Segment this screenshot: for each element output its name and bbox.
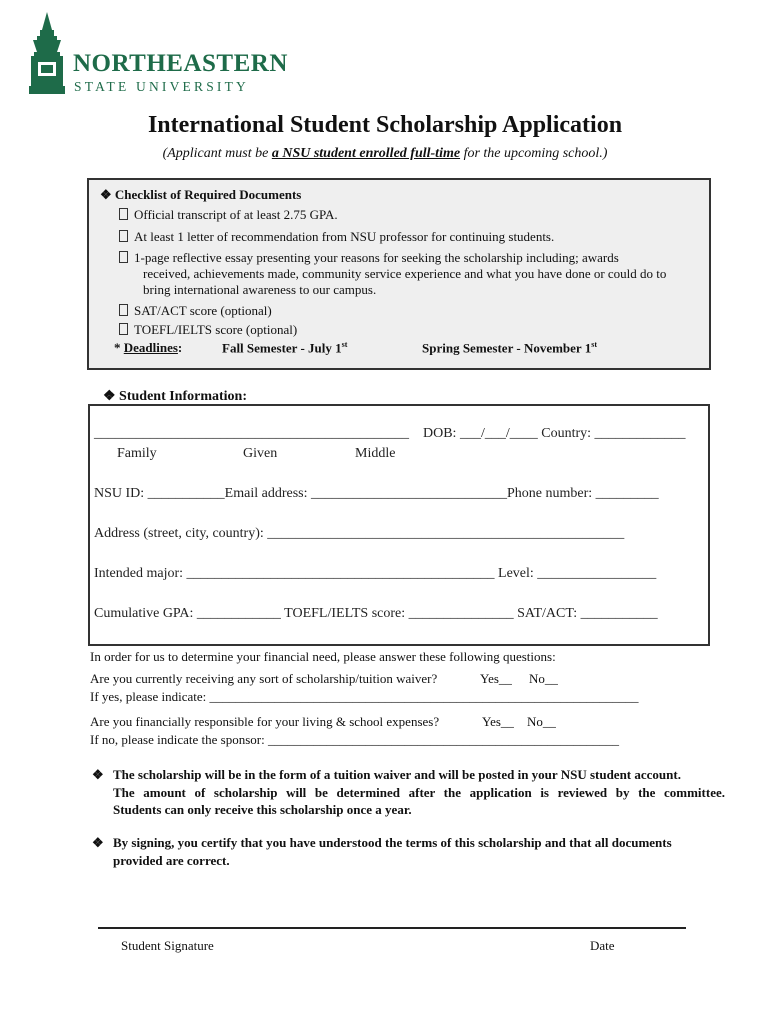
checkbox-icon[interactable] [119,208,128,220]
deadlines-label: * Deadlines: [114,340,183,355]
scholarship-note: The scholarship will be in the form of a tuition waiver and will be posted in your NSU student account. The amount of scholarship will be determined after the application is reviewed by the committee. Students can only receive this scholarship once a year. [113,767,725,817]
certify-note: By signing, you certify that you have understood the terms of this scholarship and that all documents provided are correct. [113,835,672,868]
diamond-bullet-icon: ❖ [92,835,104,850]
question-responsible: Are you financially responsible for your living & school expenses? [90,714,440,729]
checklist-item: Official transcript of at least 2.75 GPA. [119,207,338,223]
checklist-item: At least 1 letter of recommendation from NSU professor for continuing students. [119,229,554,245]
spring-deadline: Spring Semester - November 1st [422,340,597,356]
checklist-item: TOEFL/IELTS score (optional) [119,322,297,338]
date-label: Date [590,938,615,953]
checklist-item-continued: bring international awareness to our campus. [143,282,377,297]
nsu-logo-icon [29,12,65,94]
dob-country-field[interactable]: DOB: ___/___/____ Country: _____________ [423,426,686,441]
checkbox-icon[interactable] [119,304,128,316]
signature-line[interactable] [98,927,686,929]
name-field[interactable]: _____________________________________________ [94,426,409,441]
checklist-item: 1-page reflective essay presenting your reasons for seeking the scholarship including; awards [119,250,619,266]
major-level-field[interactable]: Intended major: ____________________________________________ Level: _________________ [94,566,657,581]
checklist-title: ❖ Checklist of Required Documents [100,187,302,202]
scores-field[interactable]: Cumulative GPA: ____________ TOEFL/IELTS score: _______________ SAT/ACT: ___________ [94,606,658,621]
waiver-yes[interactable]: Yes__ [480,671,512,686]
waiver-indicate-field[interactable]: If yes, please indicate: __________________________________________________________________ [90,689,639,704]
sponsor-field[interactable]: If no, please indicate the sponsor: ______________________________________________________ [90,732,619,747]
student-signature-label: Student Signature [121,938,214,953]
question-waiver: Are you currently receiving any sort of scholarship/tuition waiver? [90,671,438,686]
diamond-bullet-icon: ❖ [92,767,104,782]
student-info-title: ❖ Student Information: [103,389,248,404]
fall-deadline: Fall Semester - July 1st [222,340,348,356]
given-label: Given [243,446,278,461]
checkbox-icon[interactable] [119,230,128,242]
logo-wordmark: NORTHEASTERN [73,50,288,77]
waiver-no[interactable]: No__ [529,671,558,686]
id-email-phone-field[interactable]: NSU ID: ___________Email address: ____________________________Phone number: _________ [94,486,659,501]
logo-subtitle: STATE UNIVERSITY [74,79,249,94]
checkbox-icon[interactable] [119,251,128,263]
checklist-item-continued: received, achievements made, community service experience and what you have done or could do to [143,266,667,281]
financial-intro: In order for us to determine your financial need, please answer these following questions: [90,649,556,664]
responsible-yes[interactable]: Yes__ [482,714,514,729]
responsible-no[interactable]: No__ [527,714,556,729]
page-title: International Student Scholarship Application [147,112,623,138]
middle-label: Middle [355,446,396,461]
family-label: Family [117,446,157,461]
address-field[interactable]: Address (street, city, country): ___________________________________________________ [94,526,625,541]
checkbox-icon[interactable] [119,323,128,335]
page-subtitle: (Applicant must be a NSU student enrolled full-time for the upcoming school.) [162,146,608,161]
checklist-item: SAT/ACT score (optional) [119,303,272,319]
